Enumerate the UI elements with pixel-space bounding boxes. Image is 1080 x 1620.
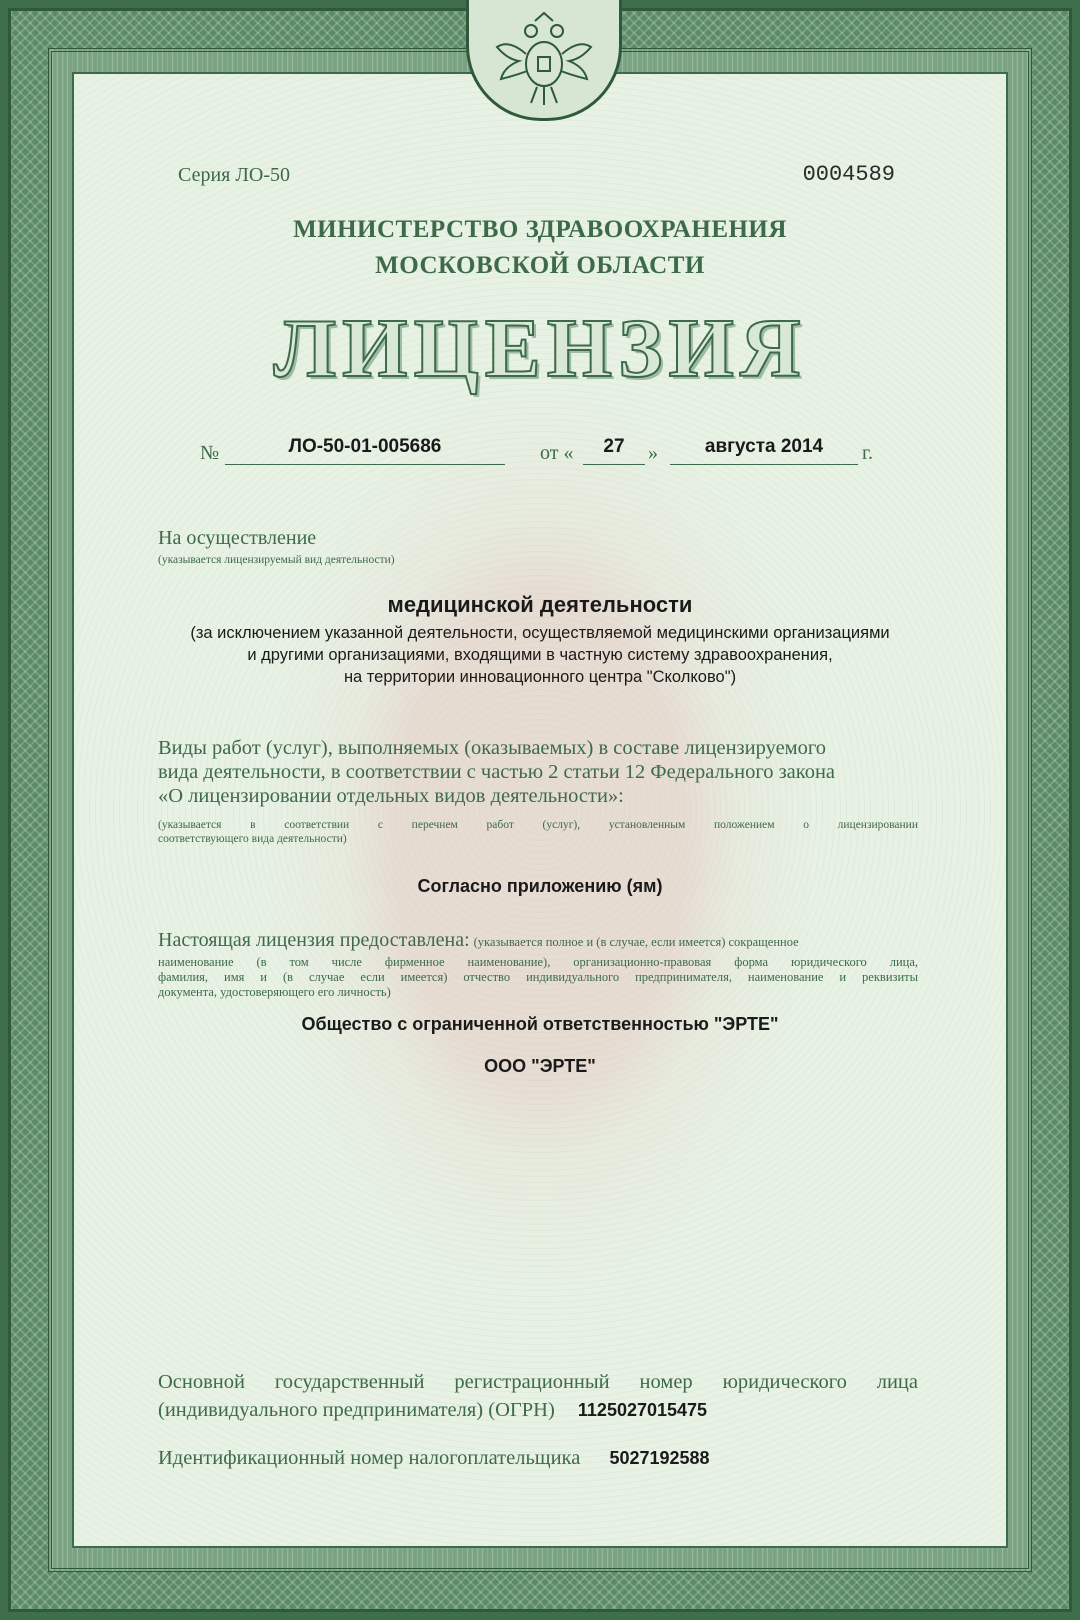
ogrn-block (158, 1368, 918, 1424)
inn-label: Идентификационный номер налогоплательщика (158, 1447, 581, 1469)
grantee-hint-line-4: документа, удостоверяющего его личность) (158, 985, 391, 999)
ministry-line-1: МИНИСТЕРСТВО ЗДРАВООХРАНЕНИЯ (293, 216, 787, 243)
grantee-label: Настоящая лицензия предоставлена: (158, 929, 470, 951)
close-quote: » (648, 442, 658, 464)
inn-value: 5027192588 (609, 1448, 710, 1468)
activity-hint: (указывается лицензируемый вид деятельности) (158, 554, 395, 566)
works-label-line-3: «О лицензировании отдельных видов деятельности»: (158, 785, 624, 807)
ogrn-label-line-1: Основной государственный регистрационный номер юридического лица (158, 1371, 918, 1393)
works-label (158, 736, 835, 808)
activity-note-line-3: на территории инновационного центра "Сколково") (343, 668, 737, 686)
works-label-line-1: Виды работ (услуг), выполняемых (оказываемых) в составе лицензируемого (158, 737, 827, 759)
activity-note (0, 622, 1080, 688)
works-value: Согласно приложению (ям) (417, 876, 663, 896)
license-number-field (225, 436, 505, 465)
works-hint-line-2: соответствующего вида деятельности) (158, 833, 347, 845)
ogrn-label-row (158, 1396, 918, 1424)
document-title: ЛИЦЕНЗИЯ (273, 302, 807, 395)
blank-number: 0004589 (802, 162, 895, 187)
year-suffix: г. (862, 442, 873, 464)
grantee-block (158, 928, 918, 952)
works-label-line-2: вида деятельности, в соответствии с частью 2 статьи 12 Федерального закона (158, 761, 836, 783)
from-label: от « (540, 442, 574, 464)
grantee-hint-1: (указывается полное и (в случае, если имеется) сокращенное (473, 935, 799, 949)
issue-month-year: августа 2014 (704, 436, 824, 457)
month-year-field (670, 436, 858, 465)
number-sign: № (200, 442, 220, 464)
ministry-line-2: МОСКОВСКОЙ ОБЛАСТИ (375, 252, 705, 279)
license-number: ЛО-50-01-005686 (288, 436, 442, 457)
works-hint-line-1: (указывается в соответствии с перечнем работ (услуг), установленным положением о лицензировании (158, 819, 918, 831)
series-label: Серия ЛО-50 (178, 164, 291, 186)
grantee-hint-line-2: наименование (в том числе фирменное наименование), организационно-правовая форма юридического лица, (158, 955, 918, 969)
issue-day: 27 (603, 436, 625, 457)
inn-block (158, 1446, 710, 1470)
activity-name: медицинской деятельности (387, 592, 693, 617)
activity-note-line-2: и другими организациями, входящими в частную систему здравоохранения, (247, 646, 833, 664)
grantee-hint-line-3: фамилия, имя и (в случае если имеется) отчество индивидуального предпринимателя, наименование и реквизиты (158, 970, 918, 984)
grantee-hint (158, 955, 918, 1000)
document-field (72, 72, 1008, 1548)
works-hint (158, 818, 918, 846)
day-field (583, 436, 645, 465)
grantee-short-name: ООО "ЭРТЕ" (484, 1056, 596, 1076)
activity-label: На осуществление (158, 527, 317, 549)
double-headed-eagle-icon (466, 0, 622, 121)
grantee-full-name: Общество с ограниченной ответственностью "ЭРТЕ" (301, 1014, 779, 1034)
ogrn-value: 1125027015475 (577, 1400, 708, 1420)
activity-note-line-1: (за исключением указанной деятельности, осуществляемой медицинскими организациями (190, 624, 890, 642)
ministry-name (0, 212, 1080, 284)
ogrn-label-line-2: (индивидуального предпринимателя) (ОГРН) (158, 1399, 555, 1421)
